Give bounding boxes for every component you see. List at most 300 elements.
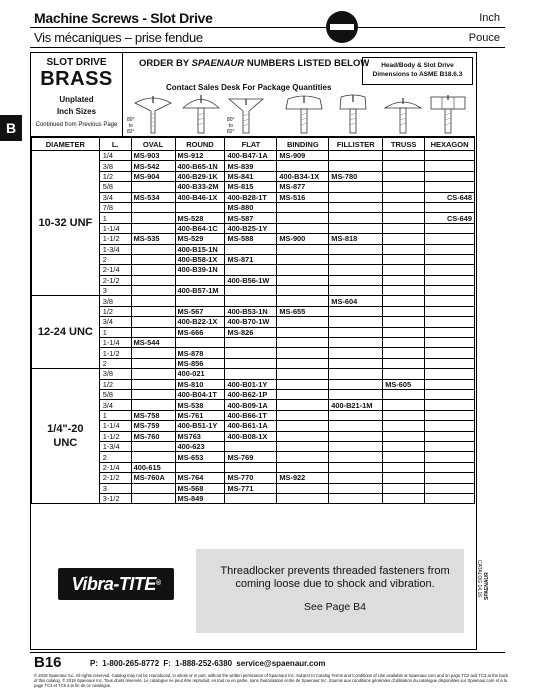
part-number-cell bbox=[277, 286, 329, 296]
part-number-cell bbox=[383, 410, 425, 420]
part-number-cell bbox=[329, 151, 383, 161]
part-number-cell[interactable]: 400-B28-1T bbox=[225, 192, 277, 202]
header-divider bbox=[30, 27, 505, 28]
part-number-cell bbox=[329, 275, 383, 285]
part-number-cell[interactable]: 400-021 bbox=[175, 369, 225, 379]
part-number-cell[interactable]: MS-780 bbox=[329, 171, 383, 181]
part-number-cell bbox=[425, 379, 475, 389]
vibratite-promo bbox=[30, 538, 477, 650]
part-number-cell bbox=[329, 317, 383, 327]
part-number-cell bbox=[225, 358, 277, 368]
part-number-cell bbox=[383, 265, 425, 275]
length-cell: 1-1/2 bbox=[99, 348, 131, 358]
part-number-cell[interactable]: MS-904 bbox=[131, 171, 175, 181]
part-number-cell[interactable]: MS-841 bbox=[225, 171, 277, 181]
part-number-cell bbox=[383, 400, 425, 410]
part-number-cell bbox=[383, 421, 425, 431]
part-number-cell bbox=[277, 452, 329, 462]
part-number-cell[interactable]: MS-903 bbox=[131, 151, 175, 161]
length-cell: 1-1/4 bbox=[99, 223, 131, 233]
header-divider-bottom bbox=[30, 47, 505, 48]
part-number-cell bbox=[329, 379, 383, 389]
part-number-cell bbox=[329, 202, 383, 212]
part-number-cell[interactable]: MS-770 bbox=[225, 473, 277, 483]
part-number-cell[interactable]: MS-516 bbox=[277, 192, 329, 202]
part-number-cell[interactable]: 400-623 bbox=[175, 441, 225, 451]
part-number-cell bbox=[225, 244, 277, 254]
part-number-cell bbox=[131, 348, 175, 358]
part-number-cell bbox=[277, 275, 329, 285]
oval-screw-icon bbox=[135, 96, 171, 133]
part-number-cell bbox=[277, 244, 329, 254]
part-number-cell[interactable]: 400-B53-1N bbox=[225, 306, 277, 316]
part-number-cell[interactable]: MS-760A bbox=[131, 473, 175, 483]
part-number-cell bbox=[425, 338, 475, 348]
part-number-cell bbox=[425, 369, 475, 379]
part-number-cell bbox=[131, 493, 175, 503]
part-number-cell bbox=[383, 223, 425, 233]
part-number-cell bbox=[425, 431, 475, 441]
length-cell: 1/2 bbox=[99, 171, 131, 181]
part-number-cell[interactable]: MS-877 bbox=[277, 182, 329, 192]
vibratite-logo-text: Vibra-TITE bbox=[71, 574, 156, 594]
part-number-cell[interactable]: MS-922 bbox=[277, 473, 329, 483]
part-number-cell bbox=[383, 317, 425, 327]
part-number-cell[interactable]: MS-604 bbox=[329, 296, 383, 306]
column-header-oval: OVAL bbox=[131, 138, 175, 151]
part-number-cell[interactable]: MS-528 bbox=[175, 213, 225, 223]
column-header-fillister: FILLISTER bbox=[329, 138, 383, 151]
hexagon-screw-icon bbox=[431, 95, 465, 133]
oval-angle-label bbox=[127, 117, 135, 135]
part-number-cell bbox=[425, 161, 475, 171]
part-number-cell bbox=[131, 306, 175, 316]
part-number-cell[interactable]: 400-B34-1X bbox=[277, 171, 329, 181]
part-number-cell[interactable]: 400-B64-1C bbox=[175, 223, 225, 233]
part-number-cell bbox=[277, 431, 329, 441]
part-number-cell[interactable]: 400-B58-1X bbox=[175, 254, 225, 264]
part-number-cell[interactable]: 400-B57-1M bbox=[175, 286, 225, 296]
part-number-cell bbox=[383, 338, 425, 348]
part-number-cell[interactable]: 400-615 bbox=[131, 462, 175, 472]
part-number-cell bbox=[277, 462, 329, 472]
part-number-cell bbox=[425, 202, 475, 212]
length-cell: 1 bbox=[99, 410, 131, 420]
length-cell: 2-1/4 bbox=[99, 462, 131, 472]
part-number-cell bbox=[329, 441, 383, 451]
column-header-diameter: DIAMETER bbox=[32, 138, 100, 151]
part-number-cell bbox=[131, 244, 175, 254]
part-number-cell bbox=[277, 400, 329, 410]
part-number-cell bbox=[425, 234, 475, 244]
part-number-cell bbox=[329, 254, 383, 264]
part-number-cell bbox=[383, 244, 425, 254]
part-number-cell bbox=[425, 358, 475, 368]
part-number-cell bbox=[131, 369, 175, 379]
part-number-cell bbox=[131, 441, 175, 451]
length-cell: 7/8 bbox=[99, 202, 131, 212]
part-number-cell bbox=[277, 327, 329, 337]
part-number-cell[interactable]: 400-B70-1W bbox=[225, 317, 277, 327]
part-number-cell[interactable]: 400-B04-1T bbox=[175, 389, 225, 399]
part-number-cell[interactable]: MS-653 bbox=[175, 452, 225, 462]
part-number-cell bbox=[131, 202, 175, 212]
part-number-cell[interactable]: MS-666 bbox=[175, 327, 225, 337]
footer-contact[interactable]: P: 1-800-265-8772 F: 1-888-252-6380 service@spaenaur.com bbox=[90, 659, 326, 668]
part-number-cell bbox=[329, 265, 383, 275]
part-number-cell[interactable]: 400-B21-1M bbox=[329, 400, 383, 410]
part-number-cell bbox=[425, 348, 475, 358]
table-row bbox=[32, 369, 475, 379]
part-number-cell bbox=[225, 338, 277, 348]
length-cell: 3-1/2 bbox=[99, 493, 131, 503]
part-number-cell bbox=[425, 441, 475, 451]
fillister-screw-icon bbox=[340, 95, 366, 133]
part-number-cell bbox=[277, 389, 329, 399]
part-number-cell[interactable]: MS763 bbox=[175, 431, 225, 441]
part-number-cell bbox=[225, 493, 277, 503]
part-number-cell[interactable]: MS-544 bbox=[131, 338, 175, 348]
part-number-cell bbox=[383, 234, 425, 244]
screw-illustrations bbox=[31, 53, 475, 137]
part-number-cell bbox=[425, 473, 475, 483]
length-cell: 3/8 bbox=[99, 296, 131, 306]
part-number-cell bbox=[383, 483, 425, 493]
part-number-cell[interactable]: 400-B61-1A bbox=[225, 421, 277, 431]
part-number-cell bbox=[425, 151, 475, 161]
section-tab[interactable]: B bbox=[0, 115, 22, 141]
part-number-cell bbox=[131, 223, 175, 233]
length-cell: 2-1/4 bbox=[99, 265, 131, 275]
table-header-row bbox=[32, 138, 475, 151]
part-number-cell bbox=[329, 348, 383, 358]
part-number-cell[interactable]: MS-815 bbox=[225, 182, 277, 192]
header-title: Machine Screws - Slot Drive bbox=[34, 10, 213, 26]
part-number-cell bbox=[225, 286, 277, 296]
part-number-cell bbox=[425, 296, 475, 306]
promo-panel bbox=[196, 549, 464, 633]
part-number-cell bbox=[277, 296, 329, 306]
part-number-cell bbox=[383, 192, 425, 202]
part-number-cell bbox=[131, 358, 175, 368]
column-header-binding: BINDING bbox=[277, 138, 329, 151]
part-number-cell bbox=[277, 161, 329, 171]
part-number-cell bbox=[383, 275, 425, 285]
part-number-cell bbox=[383, 441, 425, 451]
length-cell: 5/8 bbox=[99, 389, 131, 399]
part-number-cell[interactable]: 400-B25-1Y bbox=[225, 223, 277, 233]
part-number-cell bbox=[277, 358, 329, 368]
diameter-cell: 12-24 UNC bbox=[32, 296, 100, 369]
part-number-cell bbox=[225, 441, 277, 451]
order-brand: SPAENAUR bbox=[191, 58, 245, 69]
part-number-cell[interactable]: MS-849 bbox=[175, 493, 225, 503]
length-cell: 3 bbox=[99, 483, 131, 493]
length-cell: 3/4 bbox=[99, 317, 131, 327]
part-number-cell bbox=[329, 452, 383, 462]
part-number-cell bbox=[329, 410, 383, 420]
part-number-cell[interactable]: MS-588 bbox=[225, 234, 277, 244]
length-cell: 3/8 bbox=[99, 369, 131, 379]
part-number-cell bbox=[329, 286, 383, 296]
contact-note: Contact Sales Desk For Package Quantities bbox=[166, 83, 332, 92]
column-header-hexagon: HEXAGON bbox=[425, 138, 475, 151]
part-number-cell[interactable]: 400-B65-1N bbox=[175, 161, 225, 171]
part-number-cell[interactable]: MS-759 bbox=[131, 421, 175, 431]
sizes-label: Inch Sizes bbox=[56, 107, 97, 116]
product-header-box bbox=[31, 53, 475, 137]
part-number-cell[interactable]: 400-B01-1Y bbox=[225, 379, 277, 389]
part-number-cell bbox=[175, 338, 225, 348]
part-number-cell bbox=[425, 265, 475, 275]
part-number-cell[interactable]: MS-568 bbox=[175, 483, 225, 493]
part-number-cell bbox=[425, 244, 475, 254]
part-number-cell bbox=[383, 348, 425, 358]
part-number-cell[interactable]: MS-810 bbox=[175, 379, 225, 389]
part-number-cell bbox=[425, 493, 475, 503]
length-cell: 1/4 bbox=[99, 151, 131, 161]
part-number-cell bbox=[383, 202, 425, 212]
oval-angle-to: to bbox=[128, 123, 133, 129]
catalog-number: CATALOG 14.16 bbox=[476, 560, 482, 598]
diameter-cell: 1/4"-20 UNC bbox=[32, 369, 100, 504]
part-number-cell bbox=[425, 462, 475, 472]
part-number-cell bbox=[425, 254, 475, 264]
part-number-cell bbox=[383, 327, 425, 337]
part-number-cell[interactable]: MS-771 bbox=[225, 483, 277, 493]
part-number-cell bbox=[277, 265, 329, 275]
part-number-cell[interactable]: MS-839 bbox=[225, 161, 277, 171]
part-number-cell bbox=[329, 306, 383, 316]
part-number-cell[interactable]: MS-587 bbox=[225, 213, 277, 223]
part-number-cell[interactable]: MS-880 bbox=[225, 202, 277, 212]
header-unit-fr: Pouce bbox=[468, 32, 500, 44]
part-number-cell[interactable]: MS-764 bbox=[175, 473, 225, 483]
part-number-cell bbox=[131, 400, 175, 410]
promo-see-page[interactable]: See Page B4 bbox=[304, 601, 366, 613]
length-cell: 1/2 bbox=[99, 379, 131, 389]
length-cell: 1-3/4 bbox=[99, 244, 131, 254]
flat-angle-label bbox=[227, 117, 235, 135]
part-number-cell bbox=[425, 275, 475, 285]
part-number-cell bbox=[277, 441, 329, 451]
part-number-cell bbox=[277, 202, 329, 212]
part-number-cell bbox=[425, 421, 475, 431]
part-number-cell bbox=[277, 223, 329, 233]
length-cell: 3/8 bbox=[99, 161, 131, 171]
part-number-cell bbox=[277, 369, 329, 379]
length-cell: 3/4 bbox=[99, 192, 131, 202]
part-number-cell bbox=[175, 275, 225, 285]
part-number-cell[interactable]: MS-529 bbox=[175, 234, 225, 244]
part-number-cell bbox=[383, 493, 425, 503]
part-number-cell[interactable]: MS-856 bbox=[175, 358, 225, 368]
part-number-cell bbox=[329, 223, 383, 233]
length-cell: 1 bbox=[99, 213, 131, 223]
part-number-cell bbox=[329, 192, 383, 202]
part-number-cell bbox=[329, 462, 383, 472]
order-suffix: NUMBERS LISTED BELOW bbox=[244, 58, 370, 69]
flat-angle-to: to bbox=[228, 123, 233, 129]
length-cell: 1-1/2 bbox=[99, 431, 131, 441]
length-cell: 5/8 bbox=[99, 182, 131, 192]
table-row bbox=[32, 296, 475, 306]
part-number-cell[interactable]: 400-B47-1A bbox=[225, 151, 277, 161]
part-number-cell bbox=[329, 244, 383, 254]
table-row bbox=[32, 151, 475, 161]
part-number-cell[interactable]: MS-567 bbox=[175, 306, 225, 316]
part-number-cell[interactable]: 400-B15-1N bbox=[175, 244, 225, 254]
length-cell: 2 bbox=[99, 254, 131, 264]
part-number-cell bbox=[425, 223, 475, 233]
column-header-truss: TRUSS bbox=[383, 138, 425, 151]
part-number-cell bbox=[425, 452, 475, 462]
part-number-cell bbox=[131, 327, 175, 337]
part-number-cell bbox=[131, 213, 175, 223]
part-number-cell bbox=[131, 182, 175, 192]
part-number-cell bbox=[329, 431, 383, 441]
part-number-cell bbox=[425, 182, 475, 192]
part-number-cell bbox=[425, 286, 475, 296]
part-number-cell[interactable]: MS-900 bbox=[277, 234, 329, 244]
side-brand: SPAENAUR bbox=[484, 572, 490, 600]
part-number-cell bbox=[329, 327, 383, 337]
part-number-cell[interactable]: MS-655 bbox=[277, 306, 329, 316]
part-number-cell[interactable]: CS-648 bbox=[425, 192, 475, 202]
column-header-round: ROUND bbox=[175, 138, 225, 151]
part-number-cell[interactable]: MS-826 bbox=[225, 327, 277, 337]
part-number-cell bbox=[425, 389, 475, 399]
part-number-cell bbox=[383, 462, 425, 472]
length-cell: 1-1/4 bbox=[99, 338, 131, 348]
part-number-cell bbox=[329, 358, 383, 368]
part-number-cell bbox=[277, 483, 329, 493]
oval-angle-from: 80° bbox=[127, 117, 135, 123]
length-cell: 2-1/2 bbox=[99, 275, 131, 285]
part-number-cell bbox=[425, 410, 475, 420]
part-number-cell bbox=[277, 348, 329, 358]
part-number-cell[interactable]: 400-B22-1X bbox=[175, 317, 225, 327]
part-number-cell bbox=[425, 306, 475, 316]
part-number-cell[interactable]: MS-535 bbox=[131, 234, 175, 244]
part-number-cell[interactable]: 400-B56-1W bbox=[225, 275, 277, 285]
part-number-cell[interactable]: MS-769 bbox=[225, 452, 277, 462]
spec-line-2: Dimensions to ASME B18.6.3 bbox=[372, 71, 463, 78]
part-number-cell[interactable]: MS-538 bbox=[175, 400, 225, 410]
part-number-cell[interactable]: MS-909 bbox=[277, 151, 329, 161]
length-cell: 2-1/2 bbox=[99, 473, 131, 483]
round-screw-icon bbox=[183, 95, 219, 133]
part-number-cell bbox=[383, 306, 425, 316]
part-number-cell bbox=[425, 171, 475, 181]
part-number-cell bbox=[329, 493, 383, 503]
promo-text: Threadlocker prevents threaded fasteners from coming loose due to shock and vibration. bbox=[220, 565, 450, 590]
vibratite-logo[interactable] bbox=[58, 568, 174, 600]
part-number-table bbox=[31, 137, 475, 504]
length-cell: 2 bbox=[99, 452, 131, 462]
part-number-cell bbox=[383, 286, 425, 296]
part-number-cell[interactable]: MS-760 bbox=[131, 431, 175, 441]
page-number: B16 bbox=[34, 654, 62, 671]
part-number-cell bbox=[277, 410, 329, 420]
part-number-cell bbox=[383, 171, 425, 181]
part-number-cell bbox=[383, 452, 425, 462]
part-number-cell[interactable]: 400-B51-1Y bbox=[175, 421, 225, 431]
part-number-cell bbox=[131, 389, 175, 399]
part-number-cell bbox=[383, 182, 425, 192]
part-number-cell[interactable]: MS-542 bbox=[131, 161, 175, 171]
part-number-cell bbox=[131, 275, 175, 285]
part-number-cell[interactable]: 400-B46-1X bbox=[175, 192, 225, 202]
part-number-cell[interactable]: 400-B33-2M bbox=[175, 182, 225, 192]
part-number-cell bbox=[383, 431, 425, 441]
binding-screw-icon bbox=[286, 96, 322, 133]
truss-screw-icon bbox=[385, 98, 421, 133]
length-cell: 1/2 bbox=[99, 306, 131, 316]
flat-angle-max: 82° bbox=[227, 129, 235, 135]
part-number-cell bbox=[425, 483, 475, 493]
part-number-cell bbox=[277, 493, 329, 503]
length-cell: 3/4 bbox=[99, 400, 131, 410]
flat-angle-from: 80° bbox=[227, 117, 235, 123]
part-number-cell[interactable]: MS-878 bbox=[175, 348, 225, 358]
oval-angle-max: 82° bbox=[127, 129, 135, 135]
part-number-cell[interactable]: 400-B08-1X bbox=[225, 431, 277, 441]
footer-legal: © 2018 Spaenaur Inc. All rights reserved. Catalog may not be reproduced, in whole or in part, without the written permission of Spaenaur Inc. Subject to Catalog Terms and Conditions of Use available at Spaenaur.com and on page TC2 and TC3 at the back of this catalog. © 2018 Spaenaur Inc. Tous droits réservés. Le catalogue ne peut être reproduit, en tout ou en partie, sans l'autorisation écrite de Spaenaur Inc. Soumis aux conditions générales d'utilisation du catalogue disponibles sur Spaenaur.com et à la page TC4 et TC5 à la fin de ce catalogue. bbox=[34, 673, 508, 689]
part-number-cell bbox=[383, 369, 425, 379]
part-number-cell[interactable]: MS-871 bbox=[225, 254, 277, 264]
part-number-cell bbox=[131, 483, 175, 493]
part-number-cell bbox=[277, 421, 329, 431]
part-number-cell bbox=[225, 296, 277, 306]
spec-line-1: Head/Body & Slot Drive bbox=[381, 62, 454, 69]
part-number-cell bbox=[175, 202, 225, 212]
order-prefix: ORDER BY bbox=[139, 58, 192, 69]
part-number-cell[interactable]: MS-818 bbox=[329, 234, 383, 244]
part-number-cell[interactable]: 400-B66-1T bbox=[225, 410, 277, 420]
finish-label: Unplated bbox=[59, 95, 94, 104]
part-number-cell[interactable]: MS-761 bbox=[175, 410, 225, 420]
part-number-cell bbox=[277, 254, 329, 264]
part-number-cell bbox=[225, 348, 277, 358]
part-number-cell bbox=[131, 452, 175, 462]
part-number-cell bbox=[329, 182, 383, 192]
part-number-cell[interactable]: 400-B62-1P bbox=[225, 389, 277, 399]
part-number-cell[interactable]: 400-B39-1N bbox=[175, 265, 225, 275]
part-number-cell bbox=[175, 296, 225, 306]
part-number-cell bbox=[131, 296, 175, 306]
part-number-cell[interactable]: CS-649 bbox=[425, 213, 475, 223]
part-number-cell bbox=[131, 317, 175, 327]
part-number-cell bbox=[383, 389, 425, 399]
part-number-cell bbox=[175, 462, 225, 472]
part-number-cell bbox=[277, 317, 329, 327]
part-number-cell[interactable]: MS-605 bbox=[383, 379, 425, 389]
part-number-cell bbox=[425, 400, 475, 410]
part-number-cell bbox=[329, 389, 383, 399]
part-number-cell[interactable]: 400-B09-1A bbox=[225, 400, 277, 410]
vibratite-logo-mark: ® bbox=[155, 580, 161, 587]
part-number-cell[interactable]: 400-B29-1K bbox=[175, 171, 225, 181]
length-cell: 3 bbox=[99, 286, 131, 296]
slot-drive-icon bbox=[326, 11, 358, 43]
part-number-cell bbox=[383, 358, 425, 368]
part-number-cell[interactable]: MS-534 bbox=[131, 192, 175, 202]
part-number-cell[interactable]: MS-912 bbox=[175, 151, 225, 161]
part-number-cell[interactable]: MS-758 bbox=[131, 410, 175, 420]
continued-note: Continued from Previous Page bbox=[35, 122, 118, 128]
part-number-cell bbox=[131, 379, 175, 389]
